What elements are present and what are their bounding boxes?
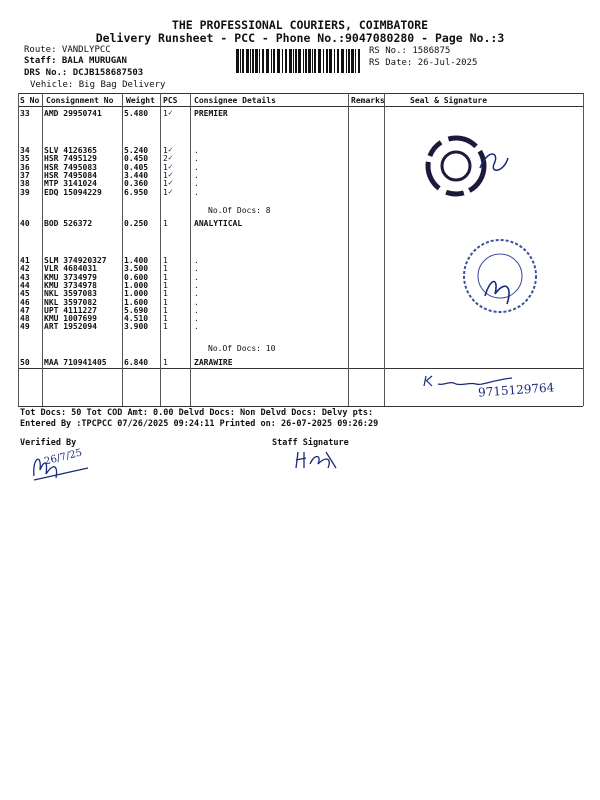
row-pcs: 1 [163, 280, 168, 290]
row-pcs: 1 [163, 289, 168, 299]
header-consignment: Consignment No [46, 96, 114, 105]
row-sno: 47 [20, 305, 30, 315]
row-consignment-no: KMU 3734978 [44, 280, 97, 290]
row-pcs: 1 [163, 322, 168, 332]
table-bottom-rule [18, 406, 583, 407]
row-sno: 43 [20, 272, 30, 282]
row-consignment-no: VLR 4684031 [44, 264, 97, 274]
row-consignee-detail: . [194, 154, 199, 164]
row-consignee-detail: . [194, 280, 199, 290]
check-mark-icon: ✓ [168, 153, 173, 163]
row-consignee-detail: . [194, 170, 199, 180]
verified-by-label: Verified By [20, 438, 77, 448]
row-weight: 3.900 [124, 322, 149, 332]
consignee-name: ZARAWIRE [194, 358, 233, 367]
row-consignment-no: MAA 710941405 [44, 358, 107, 367]
staff-signature [292, 446, 342, 472]
row-consignment-no: NKL 3597083 [44, 289, 97, 299]
row-consignment-no: SLM 374920327 [44, 256, 107, 265]
row-pcs: 1 [163, 170, 168, 180]
staff-signature-label: Staff Signature [272, 438, 349, 448]
row-pcs: 1 [163, 297, 168, 307]
route-label: Route: VANDLYPCC [24, 45, 111, 55]
consignee-name: PREMIER [194, 109, 228, 118]
row-weight: 1.000 [124, 280, 149, 290]
row-consignee-detail: . [194, 187, 199, 197]
row-pcs: 1 [163, 162, 168, 172]
row-weight: 0.360 [124, 179, 149, 189]
check-mark-icon: ✓ [168, 161, 173, 171]
row-consignment-no: HSR 7495129 [44, 154, 97, 164]
docs-count-note: No.Of Docs: 10 [208, 344, 276, 353]
row-consignment-no: MTP 3141024 [44, 179, 97, 189]
row-weight: 0.405 [124, 162, 149, 172]
check-mark-icon: ✓ [168, 108, 173, 117]
row-weight: 3.500 [124, 264, 149, 274]
row-sno: 49 [20, 322, 30, 332]
barcode [236, 49, 360, 73]
row-consignment-no: NKL 3597082 [44, 297, 97, 307]
row-consignee-detail: . [194, 297, 199, 307]
header-seal: Seal & Signature [410, 96, 488, 105]
col-divider [583, 93, 584, 406]
handwritten-phone: 9715129764 [477, 380, 555, 400]
row-consignment-no: BOD 526372 [44, 219, 93, 228]
runsheet-subtitle: Delivery Runsheet - PCC - Phone No.:9047080280 - Page No.:3 [95, 31, 505, 45]
seal-stamp-1 [418, 128, 518, 208]
row-consignee-detail: . [194, 322, 199, 332]
row-consignment-no: HSR 7495083 [44, 162, 97, 172]
check-mark-icon: ✓ [168, 178, 173, 188]
row-pcs: 1 [163, 358, 168, 367]
row-pcs: 1 [163, 146, 168, 155]
row-pcs: 1 [163, 264, 168, 274]
row-consignee-detail: . [194, 272, 199, 282]
row-weight: 5.690 [124, 305, 149, 315]
row-consignee-detail: . [194, 264, 199, 274]
row-weight: 6.950 [124, 187, 149, 197]
row-weight: 3.440 [124, 170, 149, 180]
row-sno: 42 [20, 264, 30, 274]
row-sno: 36 [20, 162, 30, 172]
header-pcs: PCS [163, 96, 178, 105]
row-consignee-detail: . [194, 162, 199, 172]
row-consignment-no: AMD 29950741 [44, 109, 102, 118]
row-weight: 5.240 [124, 146, 149, 155]
row-sno: 35 [20, 154, 30, 164]
docs-count-note: No.Of Docs: 8 [208, 206, 271, 215]
row-pcs: 1 [163, 179, 168, 189]
row-consignee-detail: . [194, 305, 199, 315]
check-mark-icon: ✓ [168, 169, 173, 179]
header-consignee: Consignee Details [194, 96, 276, 105]
row-consignment-no: HSR 7495084 [44, 170, 97, 180]
row-consignment-no: UPT 4111227 [44, 305, 97, 315]
row-weight: 1.000 [124, 289, 149, 299]
row-pcs: 1 [163, 272, 168, 282]
totals-line: Tot Docs: 50 Tot COD Amt: 0.00 Delvd Docs: Non Delvd Docs: Delvy pts: [20, 408, 374, 418]
row-pcs: 1 [163, 109, 168, 118]
row-sno: 48 [20, 314, 30, 324]
col-divider [42, 93, 43, 406]
table-header-rule [18, 106, 583, 107]
seal-stamp-2 [455, 236, 545, 318]
col-divider [348, 93, 349, 406]
row-sno: 40 [20, 219, 30, 228]
row-consignee-detail: . [194, 256, 199, 265]
row-sno: 41 [20, 256, 30, 265]
row-sno: 39 [20, 187, 30, 197]
header-sno: S No [20, 96, 40, 105]
row-weight: 0.600 [124, 272, 149, 282]
staff-label: Staff: BALA MURUGAN [24, 56, 127, 66]
row-pcs: 1 [163, 187, 168, 197]
table-section-rule [18, 368, 583, 369]
rs-date: RS Date: 26-Jul-2025 [369, 58, 478, 68]
row-pcs: 1 [163, 219, 168, 228]
row-weight: 1.600 [124, 297, 149, 307]
row-consignment-no: EDQ 15094229 [44, 187, 102, 197]
row-sno: 44 [20, 280, 30, 290]
row-weight: 1.400 [124, 256, 149, 265]
verified-date: 26/7/25 [43, 447, 84, 468]
row-consignee-detail: . [194, 289, 199, 299]
row-weight: 5.480 [124, 109, 149, 118]
row-weight: 0.250 [124, 219, 149, 228]
row-sno: 33 [20, 109, 30, 118]
consignee-name: ANALYTICAL [194, 219, 243, 228]
col-divider [190, 93, 191, 406]
entered-by-line: Entered By :TPCPCC 07/26/2025 09:24:11 Printed on: 26-07-2025 09:26:29 [20, 419, 379, 429]
runsheet-title: THE PROFESSIONAL COURIERS, COIMBATORE [171, 18, 429, 32]
col-divider [18, 93, 19, 406]
row-consignee-detail: . [194, 314, 199, 324]
rs-number: RS No.: 1586875 [369, 46, 451, 56]
table-top-rule [18, 93, 583, 94]
row-sno: 45 [20, 289, 30, 299]
row-weight: 0.450 [124, 154, 149, 164]
row-consignee-detail: . [194, 179, 199, 189]
header-weight: Weight [126, 96, 155, 105]
row-pcs: 1 [163, 305, 168, 315]
row-sno: 37 [20, 170, 30, 180]
row-sno: 50 [20, 358, 30, 367]
row-sno: 34 [20, 146, 30, 155]
col-divider [160, 93, 161, 406]
col-divider [384, 93, 385, 406]
row-weight: 4.510 [124, 314, 149, 324]
check-mark-icon: ✓ [168, 145, 173, 154]
col-divider [122, 93, 123, 406]
row-pcs: 2 [163, 154, 168, 164]
check-mark-icon: ✓ [168, 186, 173, 196]
header-remarks: Remarks [351, 96, 385, 105]
row-pcs: 1 [163, 256, 168, 265]
row-consignment-no: KMU 1007699 [44, 314, 97, 324]
row-consignment-no: ART 1952094 [44, 322, 97, 332]
row-consignee-detail: . [194, 146, 199, 155]
row-pcs: 1 [163, 314, 168, 324]
row-sno: 46 [20, 297, 30, 307]
drs-label: DRS No.: DCJB158687503 [24, 68, 144, 78]
row-consignment-no: SLV 4126365 [44, 146, 97, 155]
row-sno: 38 [20, 179, 30, 189]
row-weight: 6.840 [124, 358, 149, 367]
row-consignment-no: KMU 3734979 [44, 272, 97, 282]
vehicle-label: Vehicle: Big Bag Delivery [30, 80, 166, 90]
